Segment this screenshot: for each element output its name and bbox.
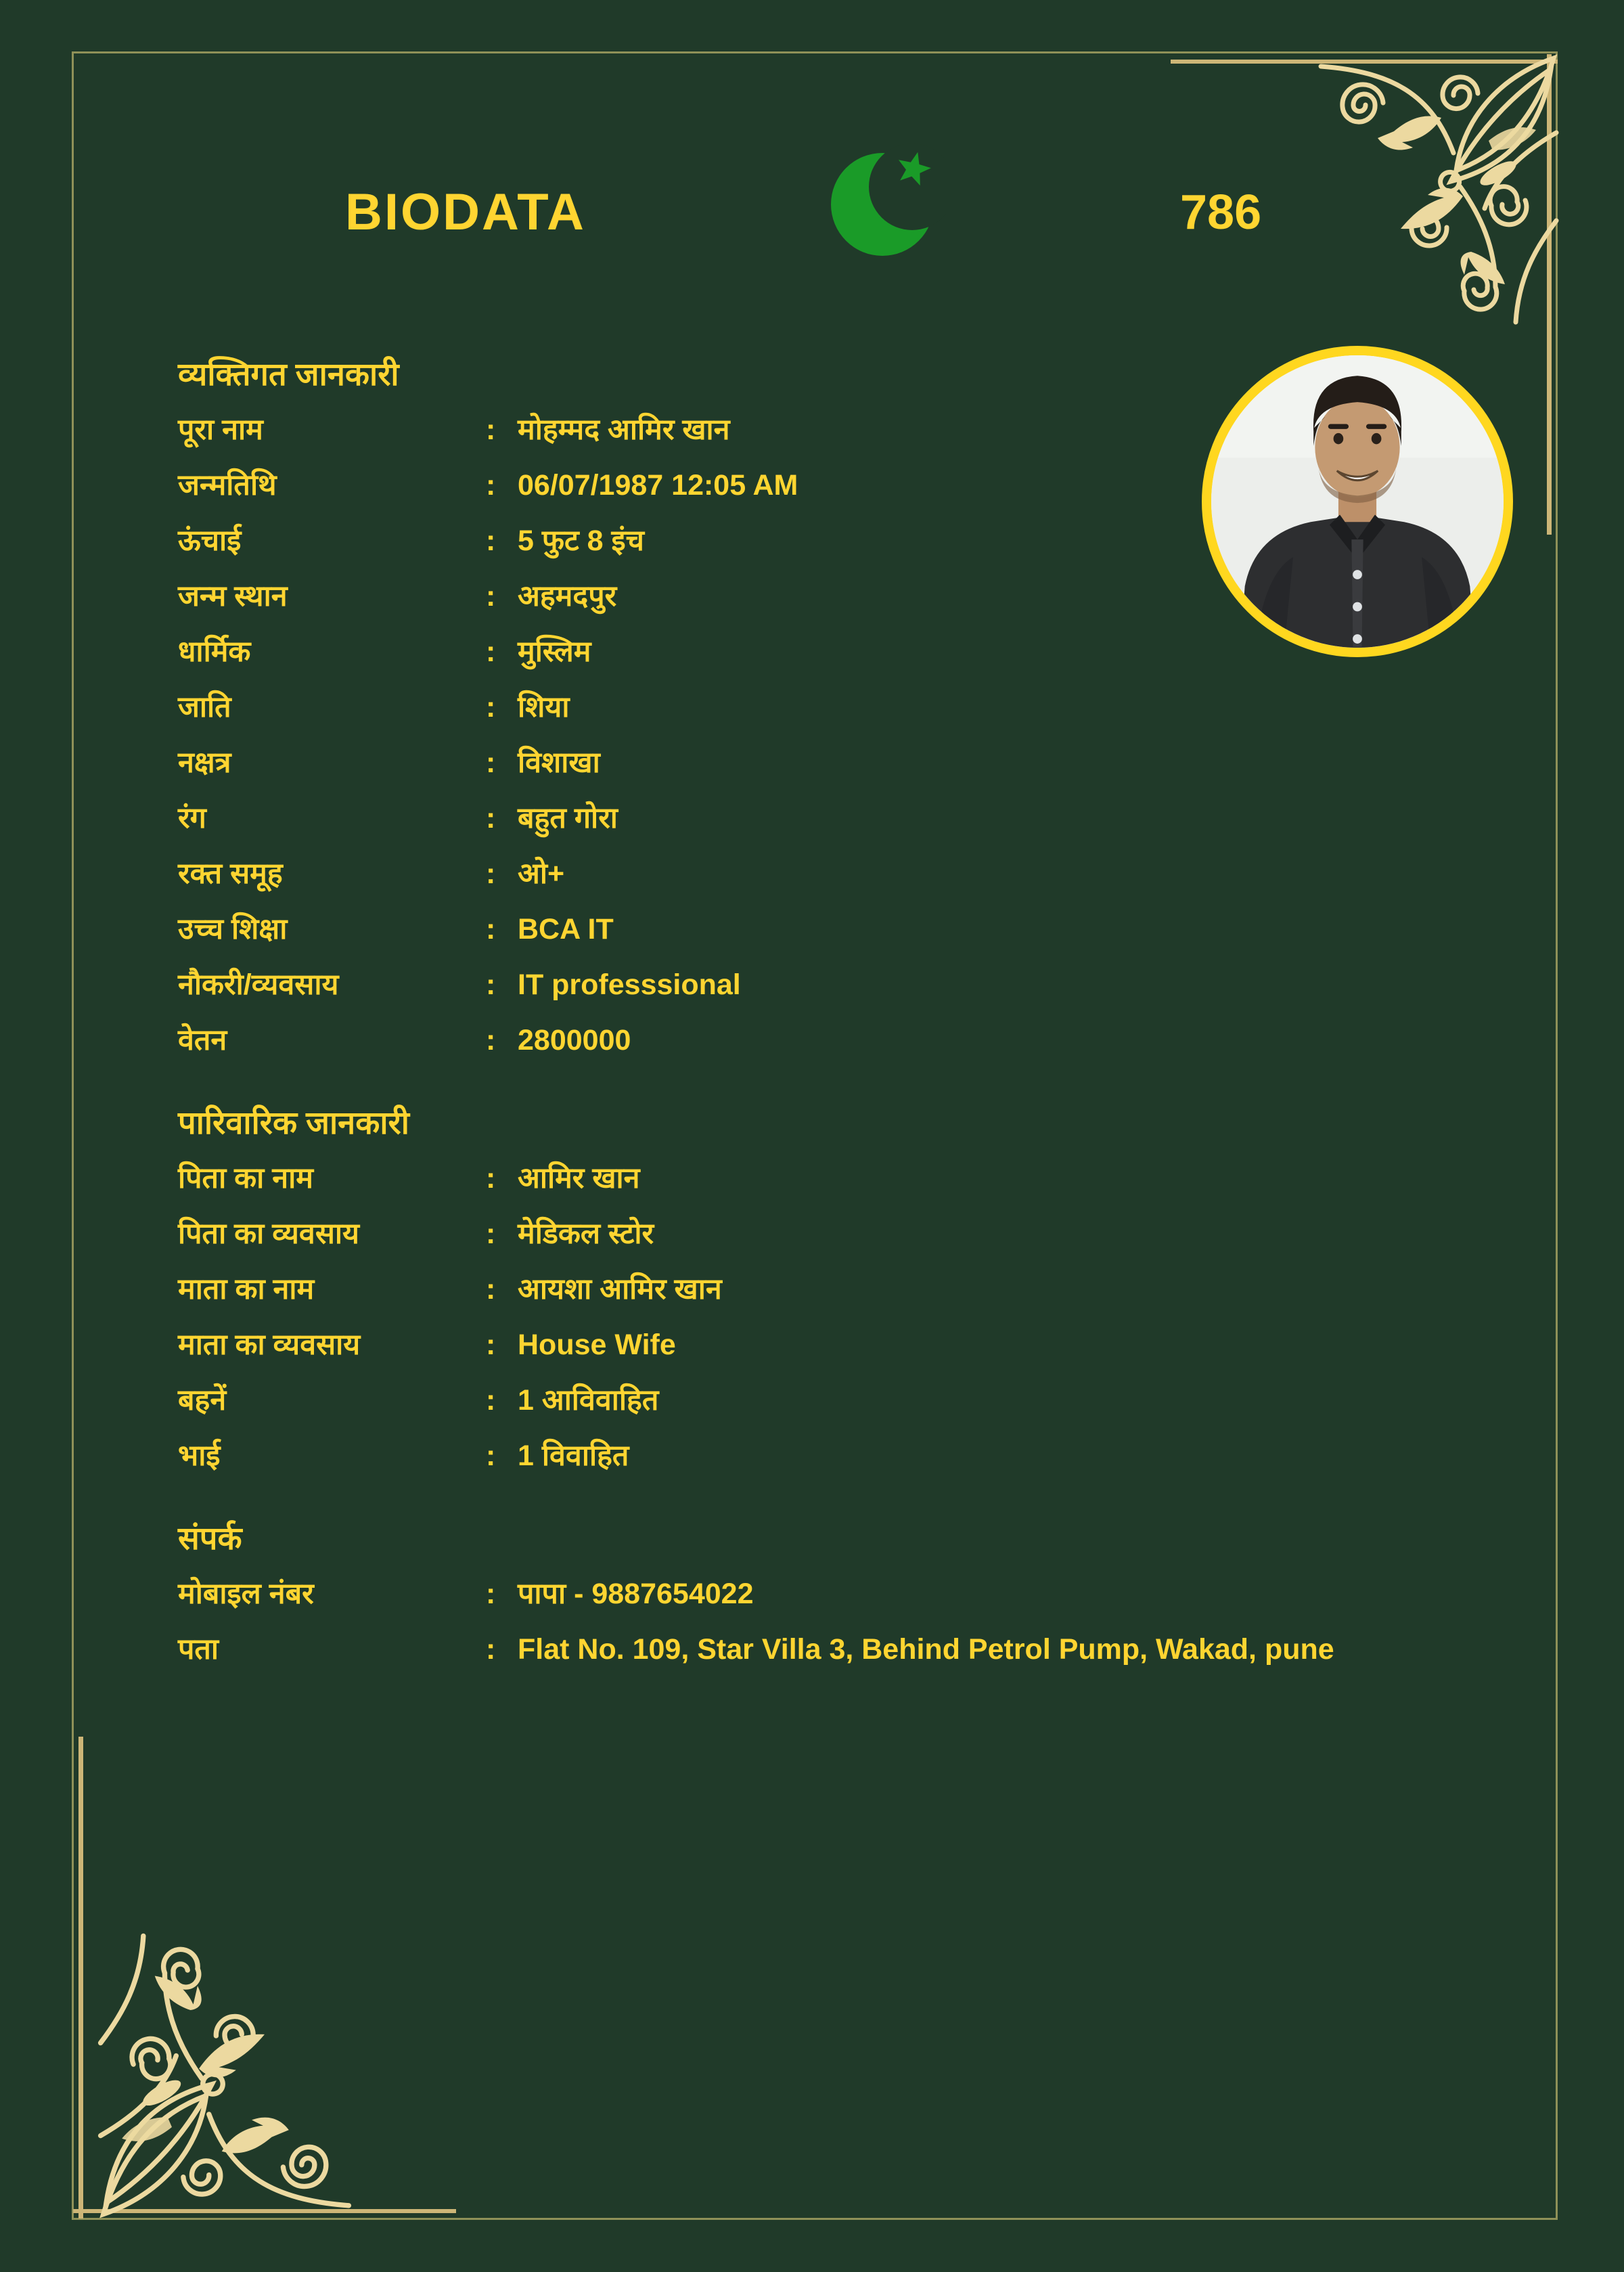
field-row-father-name bbox=[178, 1151, 1497, 1206]
field-separator: : bbox=[486, 414, 496, 446]
field-separator: : bbox=[486, 1440, 496, 1472]
field-separator: : bbox=[486, 525, 496, 557]
field-label: बहनें bbox=[178, 1384, 227, 1417]
field-separator: : bbox=[486, 1024, 496, 1056]
field-value: आयशा आमिर खान bbox=[518, 1273, 722, 1306]
field-row-brothers bbox=[178, 1428, 1497, 1484]
field-label: पिता का नाम bbox=[178, 1162, 313, 1195]
field-label: जन्मतिथि bbox=[178, 469, 277, 502]
section-personal-info bbox=[178, 347, 1497, 1068]
field-label: पता bbox=[178, 1633, 219, 1666]
field-label: वेतन bbox=[178, 1024, 227, 1056]
field-row-nakshatra bbox=[178, 735, 1497, 790]
field-label: नौकरी/व्यवसाय bbox=[178, 968, 339, 1001]
field-row-birth-place bbox=[178, 569, 1497, 624]
field-value: 5 फुट 8 इंच bbox=[518, 525, 644, 557]
field-separator: : bbox=[486, 1273, 496, 1306]
floral-corner-ornament-icon bbox=[1318, 51, 1559, 328]
floral-corner-ornament-icon bbox=[70, 1930, 379, 2221]
border-accent-line bbox=[73, 2209, 456, 2213]
field-separator: : bbox=[486, 913, 496, 945]
field-label: नक्षत्र bbox=[178, 747, 231, 779]
field-value: शिया bbox=[518, 691, 570, 723]
field-label: रंग bbox=[178, 802, 206, 834]
field-label: जन्म स्थान bbox=[178, 580, 288, 612]
field-separator: : bbox=[486, 1384, 496, 1417]
field-separator: : bbox=[486, 1218, 496, 1250]
field-value: मुस्लिम bbox=[518, 636, 591, 668]
border-accent-line bbox=[1171, 60, 1558, 64]
field-separator: : bbox=[486, 802, 496, 834]
header-number-786: 786 bbox=[1180, 185, 1262, 240]
field-row-education bbox=[178, 901, 1497, 957]
field-value: मोहम्मद आमिर खान bbox=[518, 414, 730, 446]
section-heading: संपर्क bbox=[178, 1520, 242, 1556]
field-value: मेडिकल स्टोर bbox=[518, 1218, 654, 1250]
field-row-mother-occupation bbox=[178, 1317, 1497, 1373]
field-value: Flat No. 109, Star Villa 3, Behind Petrol Pump, Wakad, pune bbox=[518, 1633, 1334, 1666]
field-label: माता का नाम bbox=[178, 1273, 315, 1306]
border-accent-line bbox=[1547, 54, 1552, 535]
field-value: अहमदपुर bbox=[518, 580, 617, 612]
field-row-salary bbox=[178, 1012, 1497, 1068]
border-accent-line bbox=[78, 1737, 83, 2219]
crescent-star-icon bbox=[830, 133, 946, 265]
field-separator: : bbox=[486, 747, 496, 779]
field-row-sisters bbox=[178, 1373, 1497, 1428]
field-row-occupation bbox=[178, 957, 1497, 1012]
field-separator: : bbox=[486, 857, 496, 890]
field-row-mother-name bbox=[178, 1262, 1497, 1317]
field-separator: : bbox=[486, 469, 496, 502]
field-label: माता का व्यवसाय bbox=[178, 1329, 361, 1361]
field-label: रक्त समूह bbox=[178, 857, 283, 890]
field-row-height bbox=[178, 513, 1497, 569]
section-heading: व्यक्तिगत जानकारी bbox=[178, 356, 399, 392]
field-label: भाई bbox=[178, 1440, 221, 1472]
field-separator: : bbox=[486, 1162, 496, 1195]
field-separator: : bbox=[486, 1578, 496, 1610]
biodata-content bbox=[178, 347, 1497, 1677]
field-row-address bbox=[178, 1622, 1497, 1677]
field-value: IT professsional bbox=[518, 968, 741, 1001]
field-value: पापा - 9887654022 bbox=[518, 1578, 754, 1610]
field-value: 06/07/1987 12:05 AM bbox=[518, 469, 798, 502]
field-value: बहुत गोरा bbox=[518, 802, 618, 834]
field-value: विशाखा bbox=[518, 747, 600, 779]
field-separator: : bbox=[486, 691, 496, 723]
field-row-blood-group bbox=[178, 846, 1497, 901]
field-label: जाति bbox=[178, 691, 231, 723]
field-row-full-name bbox=[178, 402, 1497, 458]
field-label: पिता का व्यवसाय bbox=[178, 1218, 359, 1250]
section-heading: पारिवारिक जानकारी bbox=[178, 1105, 409, 1140]
field-row-complexion bbox=[178, 790, 1497, 846]
field-row-birth-date bbox=[178, 458, 1497, 513]
section-contact bbox=[178, 1511, 1497, 1677]
field-value: BCA IT bbox=[518, 913, 614, 945]
field-separator: : bbox=[486, 1633, 496, 1666]
field-value: 1 आविवाहित bbox=[518, 1384, 659, 1417]
field-separator: : bbox=[486, 636, 496, 668]
section-family-info bbox=[178, 1095, 1497, 1484]
field-row-father-occupation bbox=[178, 1206, 1497, 1262]
field-label: धार्मिक bbox=[178, 636, 251, 668]
field-separator: : bbox=[486, 1329, 496, 1361]
field-value: 2800000 bbox=[518, 1024, 631, 1056]
field-label: ऊंचाई bbox=[178, 525, 242, 557]
field-separator: : bbox=[486, 968, 496, 1001]
field-separator: : bbox=[486, 580, 496, 612]
field-row-mobile-number bbox=[178, 1566, 1497, 1622]
field-label: उच्च शिक्षा bbox=[178, 913, 288, 945]
field-label: मोबाइल नंबर bbox=[178, 1578, 314, 1610]
field-value: 1 विवाहित bbox=[518, 1440, 629, 1472]
field-row-caste bbox=[178, 680, 1497, 735]
field-value: House Wife bbox=[518, 1329, 676, 1361]
field-row-religion bbox=[178, 624, 1497, 680]
field-label: पूरा नाम bbox=[178, 414, 263, 446]
field-value: आमिर खान bbox=[518, 1162, 640, 1195]
field-value: ओ+ bbox=[518, 857, 565, 890]
page-title: BIODATA bbox=[345, 183, 586, 241]
